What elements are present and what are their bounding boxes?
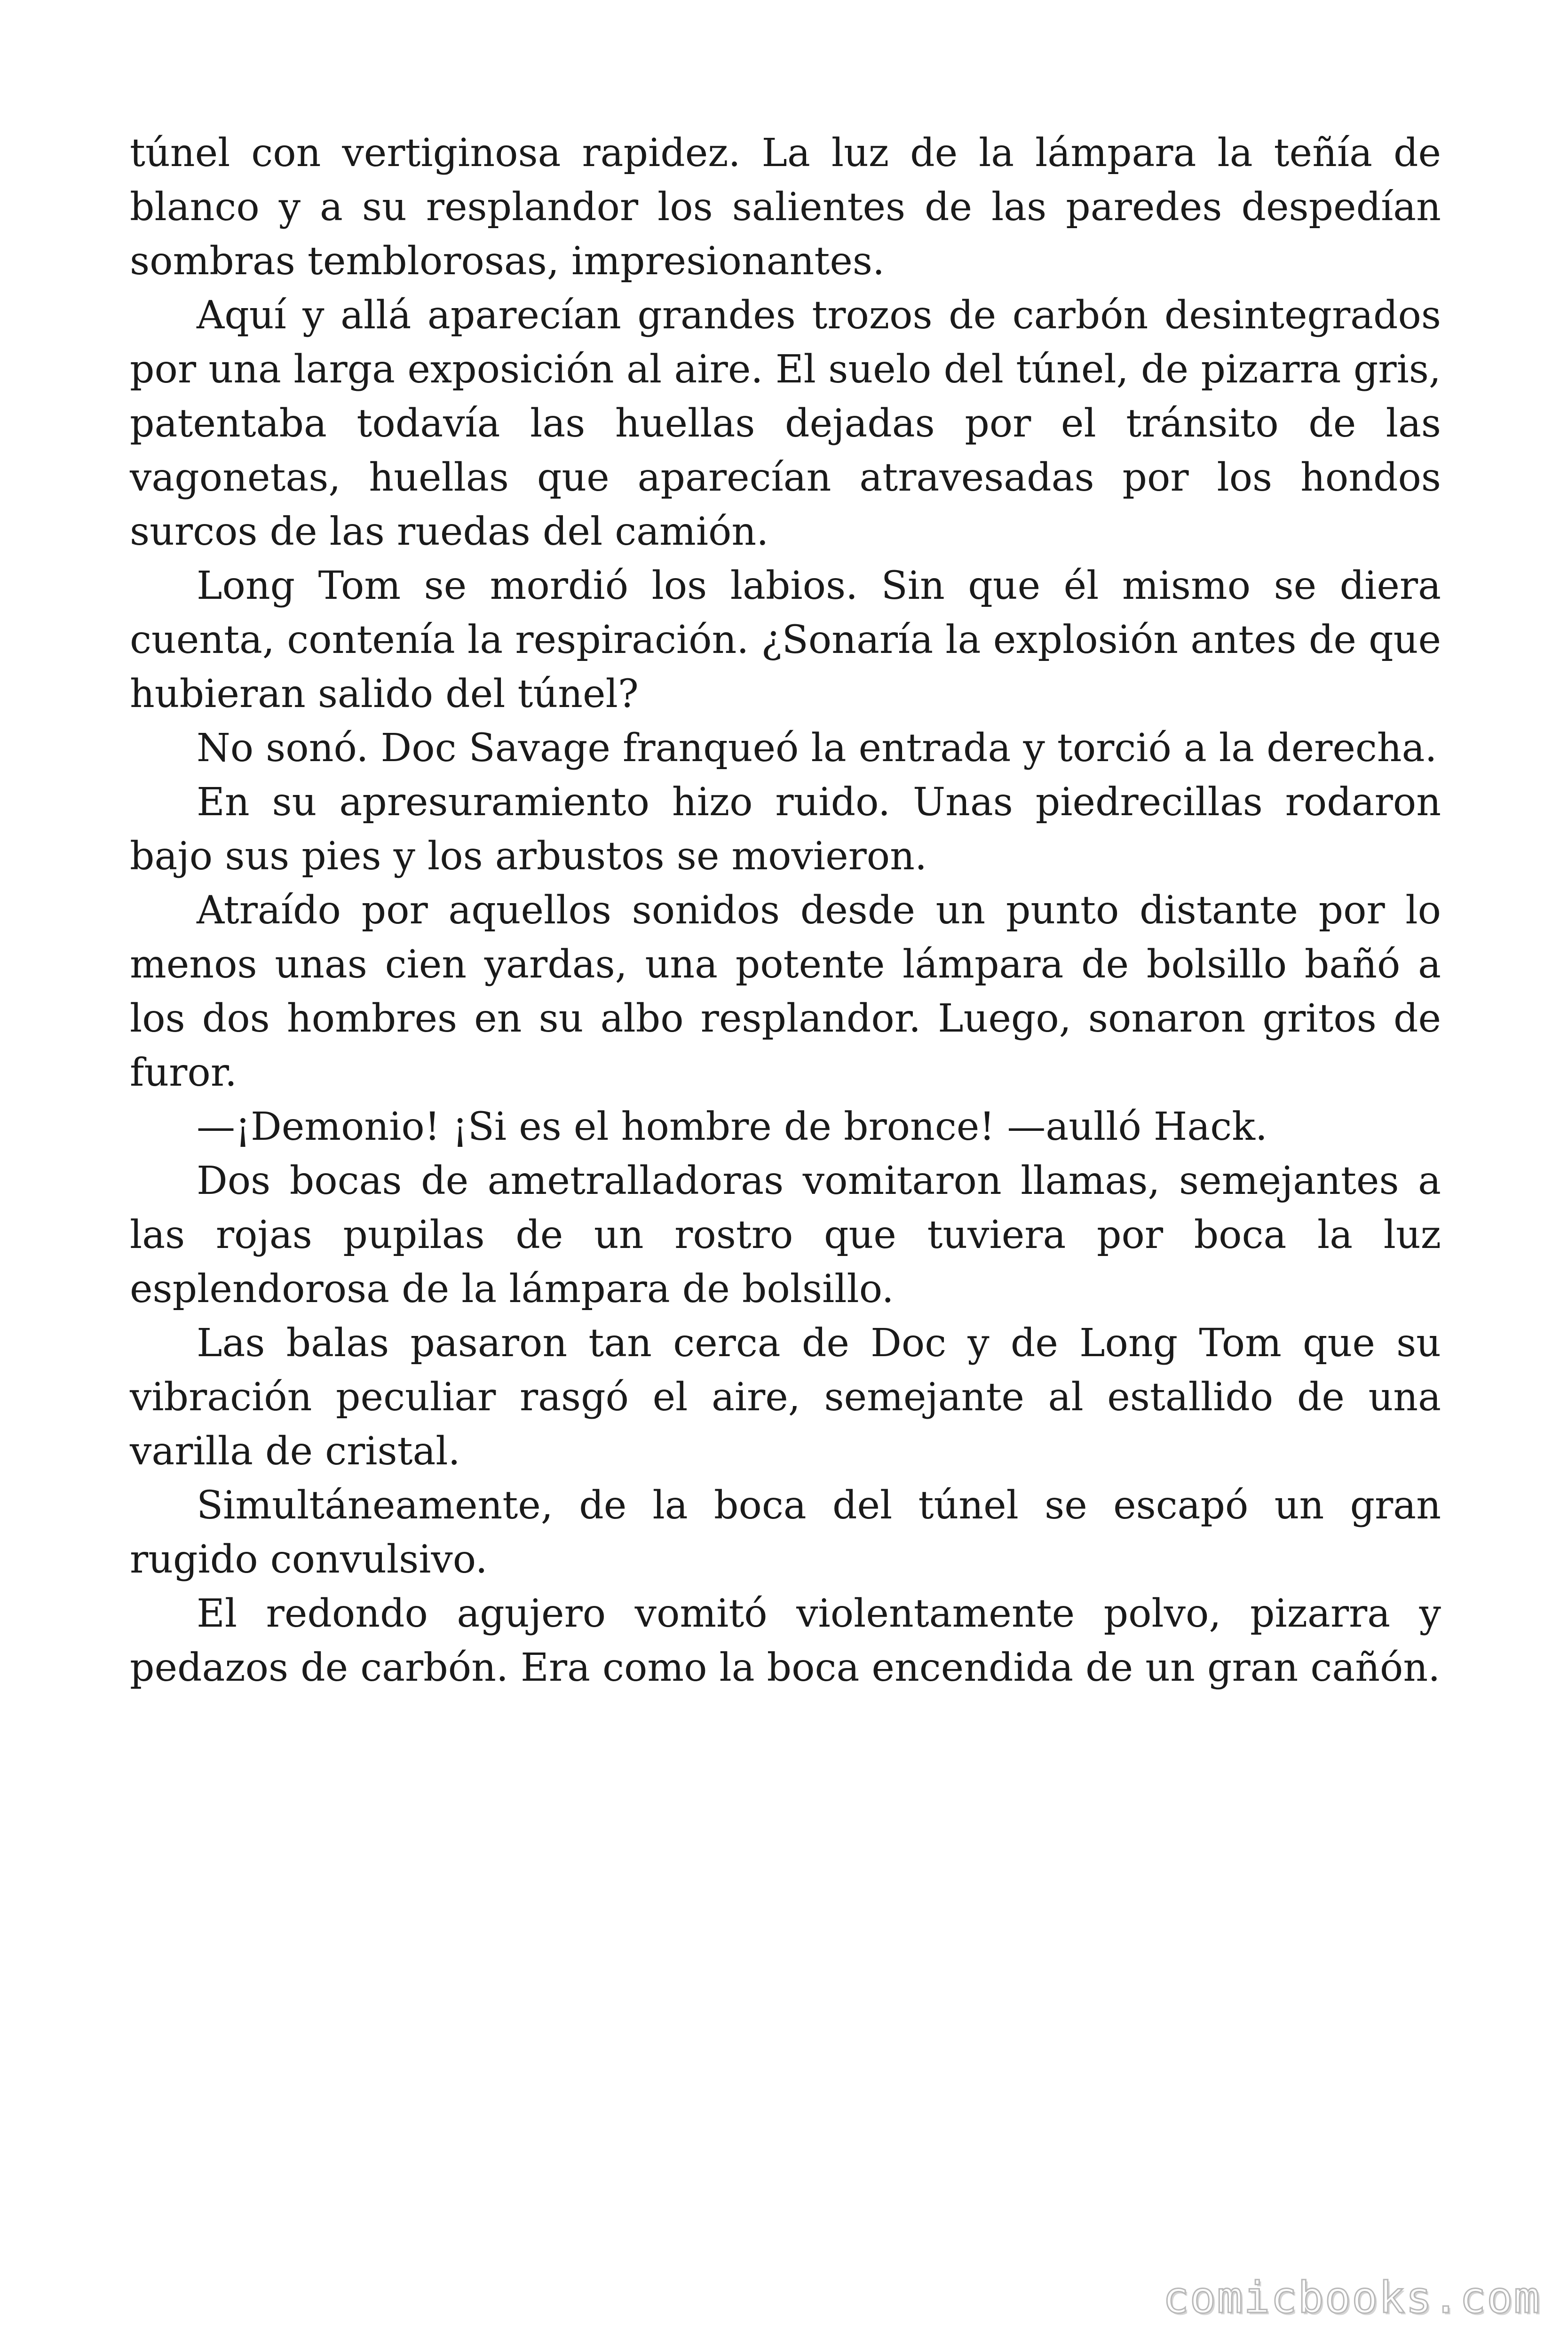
watermark: comicbooks.com [1163,2273,1541,2323]
paragraph: Atraído por aquellos sonidos desde un punto distante por lo menos unas cien yardas, una potente lámpara de bolsillo bañó a los dos hombres en su albo resplandor. Luego, sonaron gritos de furor. [130,888,1441,1095]
paragraph: Long Tom se mordió los labios. Sin que él mismo se diera cuenta, contenía la respiración. ¿Sonaría la explosión antes de que hubieran salido del túnel? [130,564,1441,716]
paragraph: Dos bocas de ametralladoras vomitaron llamas, semejantes a las rojas pupilas de un rostro que tuviera por boca la luz esplendorosa de la lámpara de bolsillo. [130,1159,1441,1311]
paragraph: Simultáneamente, de la boca del túnel se escapó un gran rugido convulsivo. [130,1483,1441,1582]
paragraph: Aquí y allá aparecían grandes trozos de carbón desintegrados por una larga exposición al aire. El suelo del túnel, de pizarra gris, patentaba todavía las huellas dejadas por el tránsito de las vagonetas, huellas que aparecían atravesadas por los hondos surcos de las ruedas del camión. [130,293,1441,554]
paragraph: El redondo agujero vomitó violentamente polvo, pizarra y pedazos de carbón. Era como la boca encendida de un gran cañón. [130,1591,1441,1690]
paragraph: En su apresuramiento hizo ruido. Unas piedrecillas rodaron bajo sus pies y los arbustos se movieron. [130,780,1441,879]
paragraph: Las balas pasaron tan cerca de Doc y de Long Tom que su vibración peculiar rasgó el aire, semejante al estallido de una varilla de cristal. [130,1321,1441,1474]
paragraph: No sonó. Doc Savage franqueó la entrada y torció a la derecha. [197,726,1437,771]
paragraph-continued: túnel con vertiginosa rapidez. La luz de la lámpara la teñía de blanco y a su resplandor los salientes de las paredes despedían sombras temblorosas, impresionantes. [130,131,1441,284]
page-body-text [130,126,1441,1695]
dialogue-paragraph: —¡Demonio! ¡Si es el hombre de bronce! —aulló Hack. [197,1104,1267,1149]
